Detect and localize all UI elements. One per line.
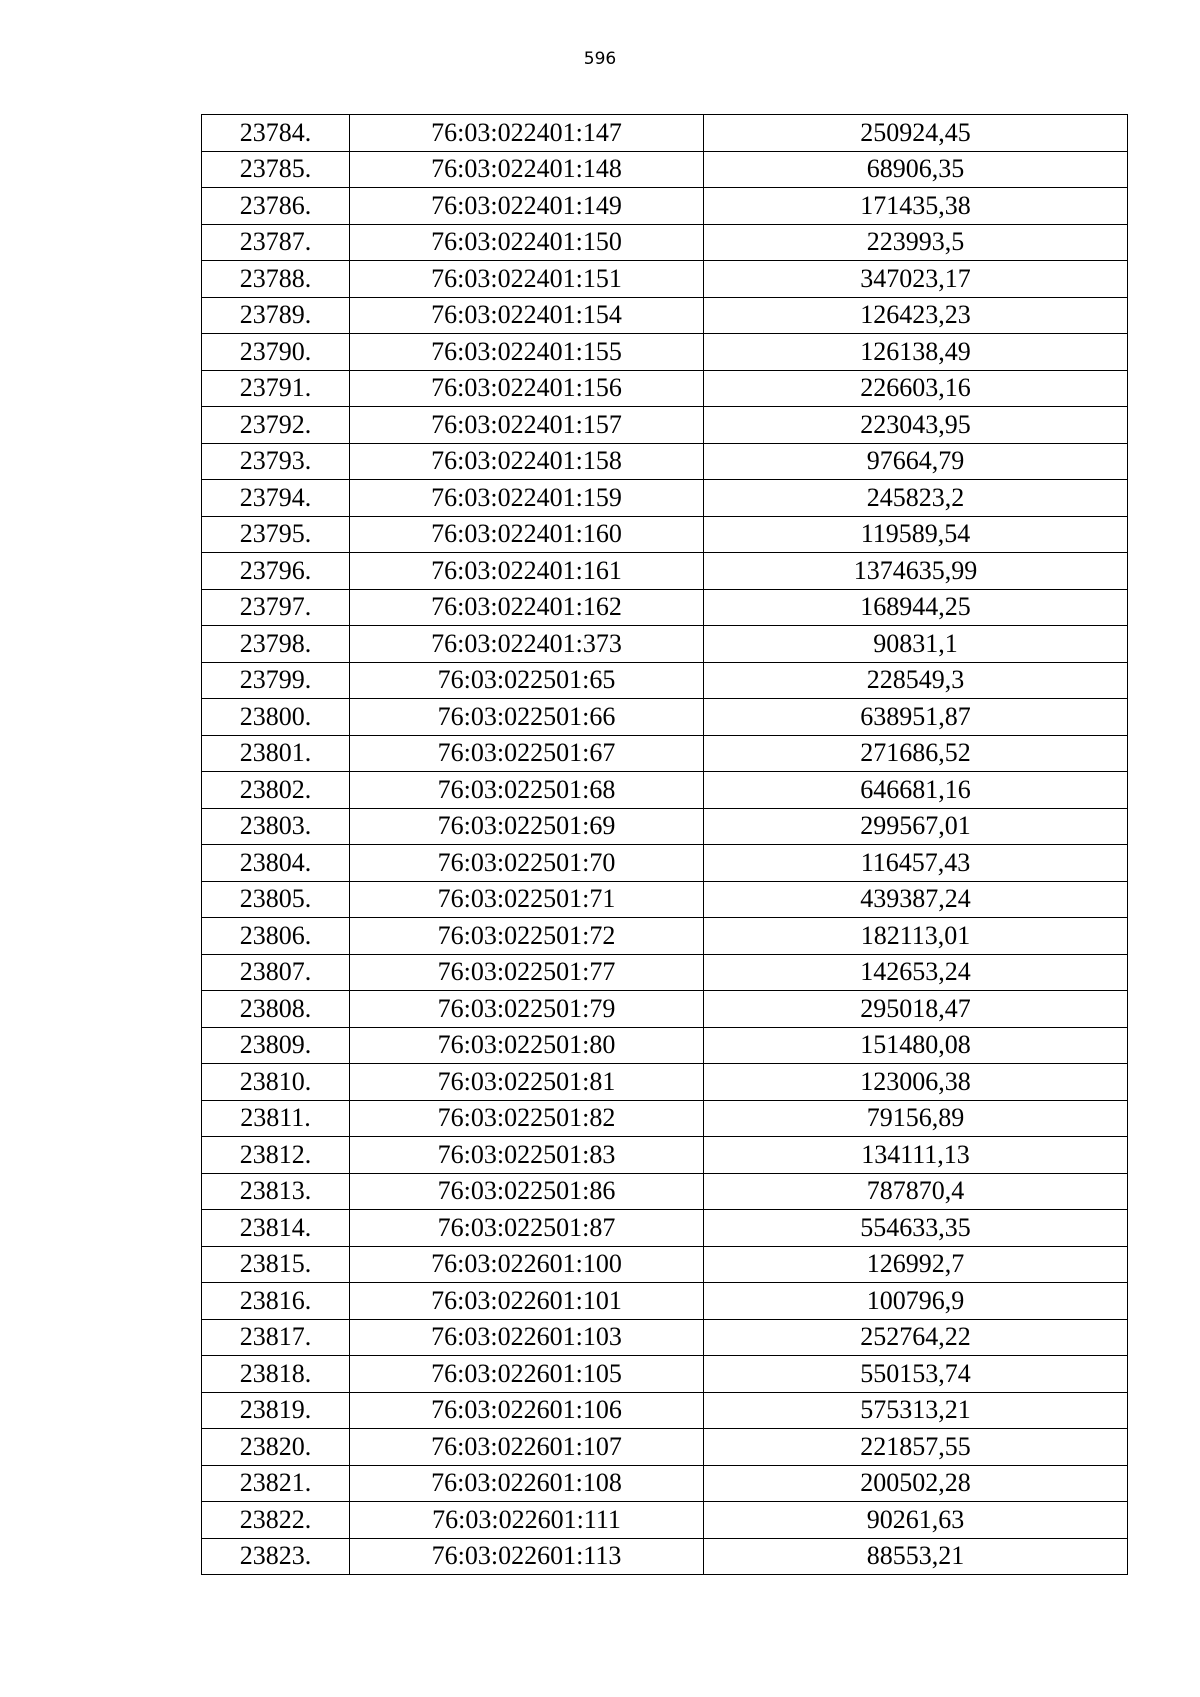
row-number-cell: 23810.: [202, 1064, 350, 1101]
table-row: [202, 443, 1128, 480]
row-number-cell: 23809.: [202, 1027, 350, 1064]
table-row: [202, 224, 1128, 261]
table-row: [202, 1064, 1128, 1101]
table-row: [202, 480, 1128, 517]
row-number-cell: 23798.: [202, 626, 350, 663]
row-number-cell: 23823.: [202, 1538, 350, 1575]
table-row: [202, 1246, 1128, 1283]
row-number-cell: 23815.: [202, 1246, 350, 1283]
cadastral-number-cell: 76:03:022501:82: [350, 1100, 704, 1137]
table-row: [202, 1465, 1128, 1502]
table-row: [202, 845, 1128, 882]
row-number-cell: 23784.: [202, 115, 350, 152]
value-cell: 126992,7: [704, 1246, 1128, 1283]
cadastral-number-cell: 76:03:022501:87: [350, 1210, 704, 1247]
table-row: [202, 553, 1128, 590]
table-row: [202, 1210, 1128, 1247]
value-cell: 90261,63: [704, 1502, 1128, 1539]
cadastral-number-cell: 76:03:022501:81: [350, 1064, 704, 1101]
table-row: [202, 1100, 1128, 1137]
cadastral-number-cell: 76:03:022501:68: [350, 772, 704, 809]
value-cell: 252764,22: [704, 1319, 1128, 1356]
table-body: [202, 115, 1128, 1575]
row-number-cell: 23814.: [202, 1210, 350, 1247]
cadastral-number-cell: 76:03:022401:156: [350, 370, 704, 407]
table-row: [202, 1502, 1128, 1539]
row-number-cell: 23802.: [202, 772, 350, 809]
table-row: [202, 699, 1128, 736]
table-row: [202, 297, 1128, 334]
cadastral-number-cell: 76:03:022501:72: [350, 918, 704, 955]
value-cell: 168944,25: [704, 589, 1128, 626]
value-cell: 151480,08: [704, 1027, 1128, 1064]
row-number-cell: 23816.: [202, 1283, 350, 1320]
cadastral-number-cell: 76:03:022501:66: [350, 699, 704, 736]
value-cell: 200502,28: [704, 1465, 1128, 1502]
value-cell: 646681,16: [704, 772, 1128, 809]
value-cell: 97664,79: [704, 443, 1128, 480]
value-cell: 88553,21: [704, 1538, 1128, 1575]
row-number-cell: 23813.: [202, 1173, 350, 1210]
table-row: [202, 772, 1128, 809]
row-number-cell: 23787.: [202, 224, 350, 261]
value-cell: 250924,45: [704, 115, 1128, 152]
cadastral-number-cell: 76:03:022501:69: [350, 808, 704, 845]
cadastral-number-cell: 76:03:022601:111: [350, 1502, 704, 1539]
row-number-cell: 23817.: [202, 1319, 350, 1356]
table-row: [202, 1356, 1128, 1393]
row-number-cell: 23788.: [202, 261, 350, 298]
value-cell: 68906,35: [704, 151, 1128, 188]
value-cell: 79156,89: [704, 1100, 1128, 1137]
value-cell: 134111,13: [704, 1137, 1128, 1174]
cadastral-number-cell: 76:03:022501:83: [350, 1137, 704, 1174]
cadastral-number-cell: 76:03:022401:159: [350, 480, 704, 517]
row-number-cell: 23822.: [202, 1502, 350, 1539]
row-number-cell: 23808.: [202, 991, 350, 1028]
row-number-cell: 23794.: [202, 480, 350, 517]
table-row: [202, 407, 1128, 444]
row-number-cell: 23790.: [202, 334, 350, 371]
cadastral-number-cell: 76:03:022401:150: [350, 224, 704, 261]
row-number-cell: 23793.: [202, 443, 350, 480]
cadastral-number-cell: 76:03:022601:113: [350, 1538, 704, 1575]
table-row: [202, 589, 1128, 626]
cadastral-number-cell: 76:03:022501:80: [350, 1027, 704, 1064]
cadastral-number-cell: 76:03:022401:158: [350, 443, 704, 480]
value-cell: 226603,16: [704, 370, 1128, 407]
cadastral-number-cell: 76:03:022501:65: [350, 662, 704, 699]
cadastral-value-table: [201, 114, 1128, 1575]
value-cell: 638951,87: [704, 699, 1128, 736]
row-number-cell: 23801.: [202, 735, 350, 772]
row-number-cell: 23805.: [202, 881, 350, 918]
value-cell: 271686,52: [704, 735, 1128, 772]
value-cell: 116457,43: [704, 845, 1128, 882]
cadastral-number-cell: 76:03:022501:79: [350, 991, 704, 1028]
value-cell: 142653,24: [704, 954, 1128, 991]
cadastral-number-cell: 76:03:022601:105: [350, 1356, 704, 1393]
value-cell: 787870,4: [704, 1173, 1128, 1210]
table-row: [202, 188, 1128, 225]
row-number-cell: 23789.: [202, 297, 350, 334]
cadastral-number-cell: 76:03:022601:100: [350, 1246, 704, 1283]
row-number-cell: 23807.: [202, 954, 350, 991]
cadastral-number-cell: 76:03:022601:101: [350, 1283, 704, 1320]
value-cell: 550153,74: [704, 1356, 1128, 1393]
cadastral-number-cell: 76:03:022401:162: [350, 589, 704, 626]
cadastral-number-cell: 76:03:022601:103: [350, 1319, 704, 1356]
value-cell: 1374635,99: [704, 553, 1128, 590]
cadastral-number-cell: 76:03:022401:157: [350, 407, 704, 444]
cadastral-number-cell: 76:03:022601:108: [350, 1465, 704, 1502]
table-row: [202, 662, 1128, 699]
value-cell: 575313,21: [704, 1392, 1128, 1429]
row-number-cell: 23786.: [202, 188, 350, 225]
page-number: 596: [583, 49, 617, 69]
cadastral-number-cell: 76:03:022401:160: [350, 516, 704, 553]
row-number-cell: 23812.: [202, 1137, 350, 1174]
table-row: [202, 1137, 1128, 1174]
row-number-cell: 23795.: [202, 516, 350, 553]
table-row: [202, 1173, 1128, 1210]
cadastral-number-cell: 76:03:022501:70: [350, 845, 704, 882]
cadastral-number-cell: 76:03:022401:155: [350, 334, 704, 371]
value-cell: 439387,24: [704, 881, 1128, 918]
value-cell: 126423,23: [704, 297, 1128, 334]
cadastral-number-cell: 76:03:022401:161: [350, 553, 704, 590]
table-row: [202, 808, 1128, 845]
table-row: [202, 115, 1128, 152]
row-number-cell: 23791.: [202, 370, 350, 407]
table-row: [202, 1538, 1128, 1575]
table-row: [202, 151, 1128, 188]
table-row: [202, 735, 1128, 772]
value-cell: 347023,17: [704, 261, 1128, 298]
row-number-cell: 23796.: [202, 553, 350, 590]
row-number-cell: 23811.: [202, 1100, 350, 1137]
value-cell: 245823,2: [704, 480, 1128, 517]
value-cell: 223043,95: [704, 407, 1128, 444]
table-row: [202, 991, 1128, 1028]
value-cell: 182113,01: [704, 918, 1128, 955]
cadastral-number-cell: 76:03:022401:154: [350, 297, 704, 334]
row-number-cell: 23820.: [202, 1429, 350, 1466]
table-row: [202, 1319, 1128, 1356]
value-cell: 299567,01: [704, 808, 1128, 845]
row-number-cell: 23819.: [202, 1392, 350, 1429]
value-cell: 123006,38: [704, 1064, 1128, 1101]
row-number-cell: 23785.: [202, 151, 350, 188]
table-row: [202, 881, 1128, 918]
table-row: [202, 626, 1128, 663]
cadastral-number-cell: 76:03:022501:77: [350, 954, 704, 991]
table-row: [202, 261, 1128, 298]
table-row: [202, 1283, 1128, 1320]
value-cell: 228549,3: [704, 662, 1128, 699]
value-cell: 295018,47: [704, 991, 1128, 1028]
value-cell: 171435,38: [704, 188, 1128, 225]
cadastral-number-cell: 76:03:022401:373: [350, 626, 704, 663]
cadastral-number-cell: 76:03:022601:106: [350, 1392, 704, 1429]
row-number-cell: 23799.: [202, 662, 350, 699]
row-number-cell: 23806.: [202, 918, 350, 955]
cadastral-number-cell: 76:03:022501:86: [350, 1173, 704, 1210]
value-cell: 90831,1: [704, 626, 1128, 663]
value-cell: 221857,55: [704, 1429, 1128, 1466]
row-number-cell: 23818.: [202, 1356, 350, 1393]
row-number-cell: 23797.: [202, 589, 350, 626]
value-cell: 223993,5: [704, 224, 1128, 261]
cadastral-number-cell: 76:03:022501:67: [350, 735, 704, 772]
table-row: [202, 1027, 1128, 1064]
value-cell: 119589,54: [704, 516, 1128, 553]
table-row: [202, 918, 1128, 955]
value-cell: 126138,49: [704, 334, 1128, 371]
row-number-cell: 23804.: [202, 845, 350, 882]
row-number-cell: 23792.: [202, 407, 350, 444]
table-row: [202, 370, 1128, 407]
table-row: [202, 516, 1128, 553]
row-number-cell: 23800.: [202, 699, 350, 736]
row-number-cell: 23821.: [202, 1465, 350, 1502]
table-row: [202, 1429, 1128, 1466]
cadastral-number-cell: 76:03:022401:147: [350, 115, 704, 152]
cadastral-number-cell: 76:03:022401:151: [350, 261, 704, 298]
row-number-cell: 23803.: [202, 808, 350, 845]
value-cell: 100796,9: [704, 1283, 1128, 1320]
table-row: [202, 334, 1128, 371]
table-row: [202, 1392, 1128, 1429]
cadastral-number-cell: 76:03:022401:149: [350, 188, 704, 225]
value-cell: 554633,35: [704, 1210, 1128, 1247]
cadastral-number-cell: 76:03:022401:148: [350, 151, 704, 188]
table-row: [202, 954, 1128, 991]
cadastral-number-cell: 76:03:022601:107: [350, 1429, 704, 1466]
cadastral-number-cell: 76:03:022501:71: [350, 881, 704, 918]
